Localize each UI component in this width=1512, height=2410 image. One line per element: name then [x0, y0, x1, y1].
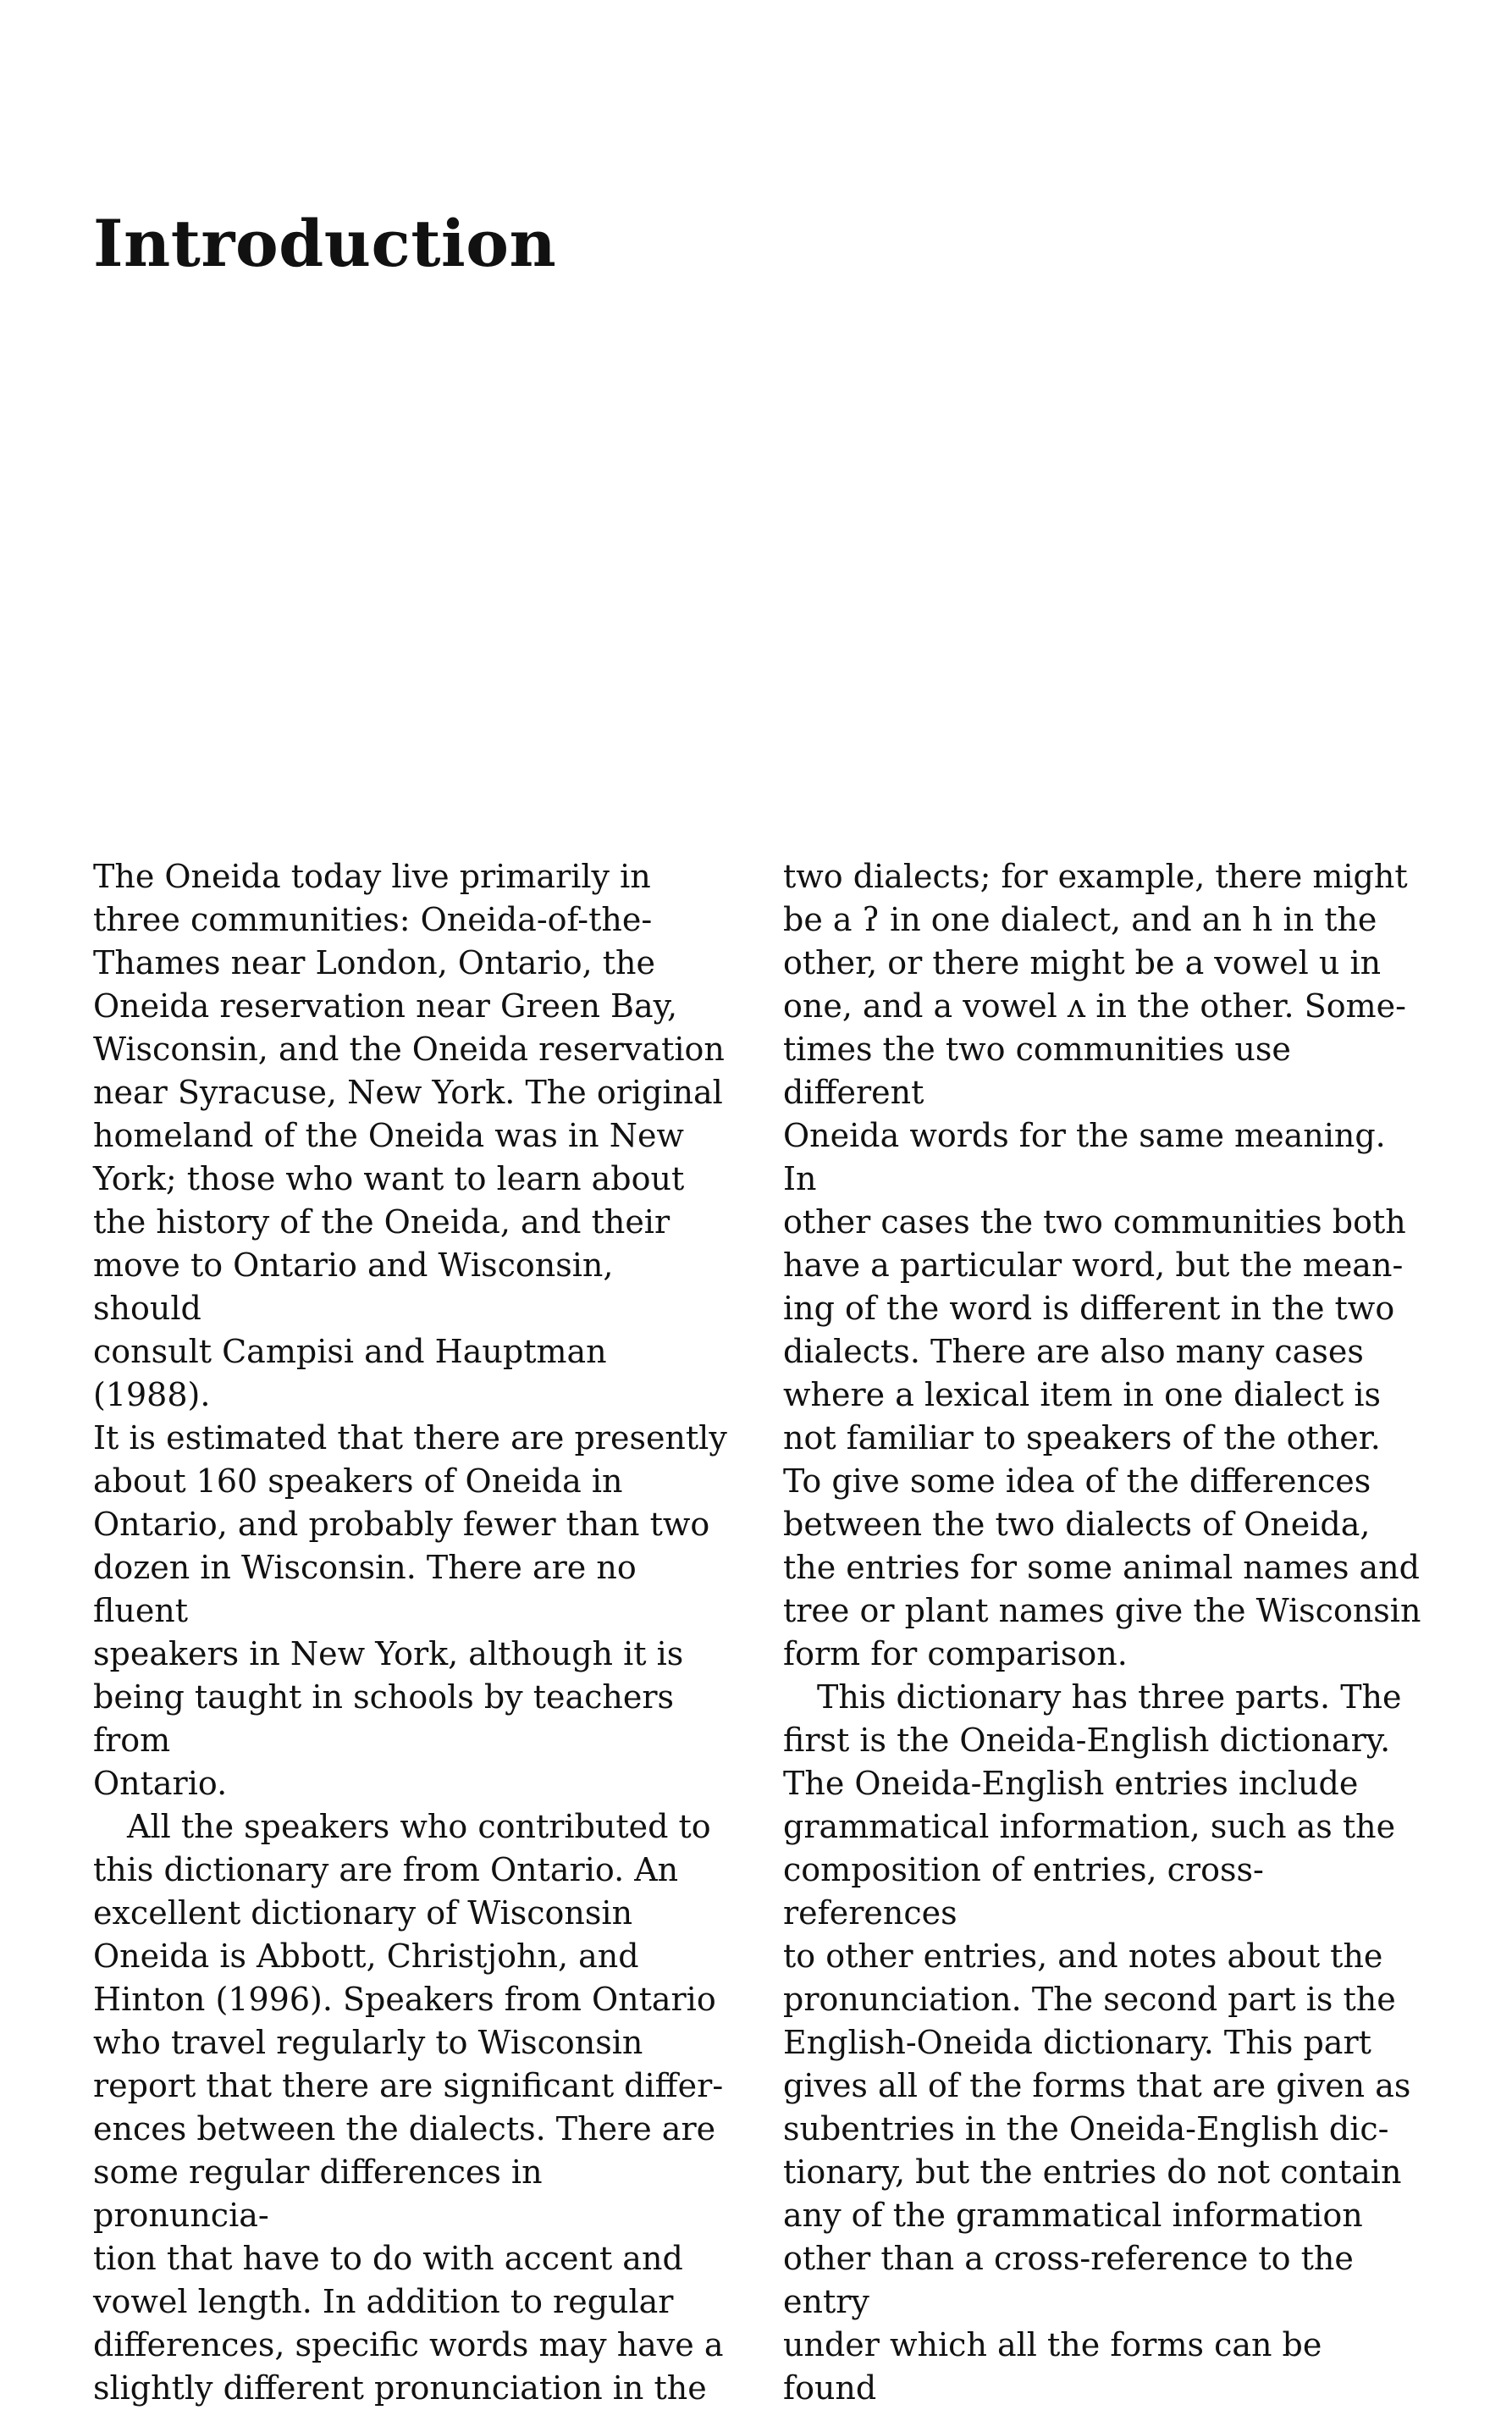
text-line: times the two communities use different	[783, 1031, 1291, 1111]
text-line: It is estimated that there are presently	[93, 1419, 727, 1457]
text-line: The Oneida-English entries include	[783, 1765, 1359, 1802]
text-line: form for comparison.	[783, 1635, 1128, 1672]
text-line: Oneida is Abbott, Christjohn, and	[93, 1937, 639, 1975]
text-line: dozen in Wisconsin. There are no fluent	[93, 1549, 637, 1629]
text-line: dialects. There are also many cases	[783, 1333, 1364, 1370]
text-line: the entries for some animal names and	[783, 1549, 1420, 1586]
text-line: vowel length. In addition to regular	[93, 2283, 674, 2320]
text-line: speakers in New York, although it is	[93, 1635, 684, 1672]
text-line: Oneida reservation near Green Bay,	[93, 987, 678, 1025]
text-line: English-Oneida dictionary. This part	[783, 2024, 1371, 2061]
text-line: homeland of the Oneida was in New	[93, 1117, 684, 1154]
text-line: being taught in schools by teachers from	[93, 1678, 675, 1759]
text-line: Wisconsin, and the Oneida reservation	[93, 1031, 725, 1068]
text-line: slightly different pronunciation in the	[93, 2369, 707, 2407]
text-line: the history of the Oneida, and their	[93, 1203, 670, 1241]
text-line: grammatical information, such as the	[783, 1808, 1396, 1845]
text-line: ences between the dialects. There are	[93, 2110, 716, 2147]
text-line: Hinton (1996). Speakers from Ontario	[93, 1981, 716, 2018]
paragraph-communities	[93, 855, 728, 1805]
text-line: between the two dialects of Oneida,	[783, 1506, 1371, 1543]
text-line: under which all the forms can be found	[783, 2326, 1322, 2407]
text-line: consult Campisi and Hauptman (1988).	[93, 1333, 607, 1413]
text-line: be a ʔ in one dialect, and an h in the	[783, 901, 1377, 938]
text-line: have a particular word, but the mean-	[783, 1246, 1404, 1284]
text-line: any of the grammatical information	[783, 2197, 1363, 2234]
paragraph-dictionary-parts	[783, 1676, 1422, 2410]
text-line: All the speakers who contributed to	[127, 1808, 711, 1845]
text-line: excellent dictionary of Wisconsin	[93, 1894, 633, 1932]
text-line: This dictionary has three parts. The	[817, 1678, 1402, 1716]
text-line: move to Ontario and Wisconsin, should	[93, 1246, 614, 1327]
page-title: Introduction	[93, 206, 557, 281]
text-line: To give some idea of the differences	[783, 1462, 1371, 1500]
text-line: subentries in the Oneida-English dic-	[783, 2110, 1389, 2147]
text-line: York; those who want to learn about	[93, 1160, 685, 1197]
text-line: tree or plant names give the Wisconsin	[783, 1592, 1421, 1629]
left-column	[93, 855, 728, 2410]
text-line: Oneida words for the same meaning. In	[783, 1117, 1386, 1197]
text-line: one, and a vowel ʌ in the other. Some-	[783, 987, 1406, 1025]
text-line: other, or there might be a vowel u in	[783, 944, 1382, 981]
text-line: three communities: Oneida-of-the-	[93, 901, 653, 938]
text-line: pronunciation. The second part is the	[783, 1981, 1396, 2018]
text-line: differences, specific words may have a	[93, 2326, 724, 2363]
text-line: The Oneida today live primarily in	[93, 858, 651, 895]
text-line: some regular differences in pronuncia-	[93, 2153, 543, 2234]
text-line: not familiar to speakers of the other.	[783, 1419, 1381, 1457]
text-line: near Syracuse, New York. The original	[93, 1074, 723, 1111]
text-line: Ontario, and probably fewer than two	[93, 1506, 710, 1543]
right-column	[783, 855, 1422, 2410]
text-line: gives all of the forms that are given as	[783, 2067, 1411, 2104]
text-line: other cases the two communities both	[783, 1203, 1406, 1241]
text-line: who travel regularly to Wisconsin	[93, 2024, 643, 2061]
text-line: Ontario.	[93, 1765, 228, 1802]
text-line: about 160 speakers of Oneida in	[93, 1462, 623, 1500]
paragraph-speakers	[93, 1805, 728, 2410]
text-line: Thames near London, Ontario, the	[93, 944, 655, 981]
text-line: this dictionary are from Ontario. An	[93, 1851, 679, 1888]
text-line: first is the Oneida-English dictionary.	[783, 1722, 1391, 1759]
text-line: to other entries, and notes about the	[783, 1937, 1383, 1975]
text-line: two dialects; for example, there might	[783, 858, 1408, 895]
text-line: ing of the word is different in the two	[783, 1290, 1395, 1327]
text-line: composition of entries, cross-references	[783, 1851, 1264, 1932]
text-line: tionary, but the entries do not contain	[783, 2153, 1402, 2191]
text-line: other than a cross-reference to the entry	[783, 2240, 1354, 2320]
text-line: tion that have to do with accent and	[93, 2240, 683, 2277]
text-line: report that there are significant differ-	[93, 2067, 724, 2104]
paragraph-dialects	[783, 855, 1422, 1676]
text-line: where a lexical item in one dialect is	[783, 1376, 1382, 1413]
